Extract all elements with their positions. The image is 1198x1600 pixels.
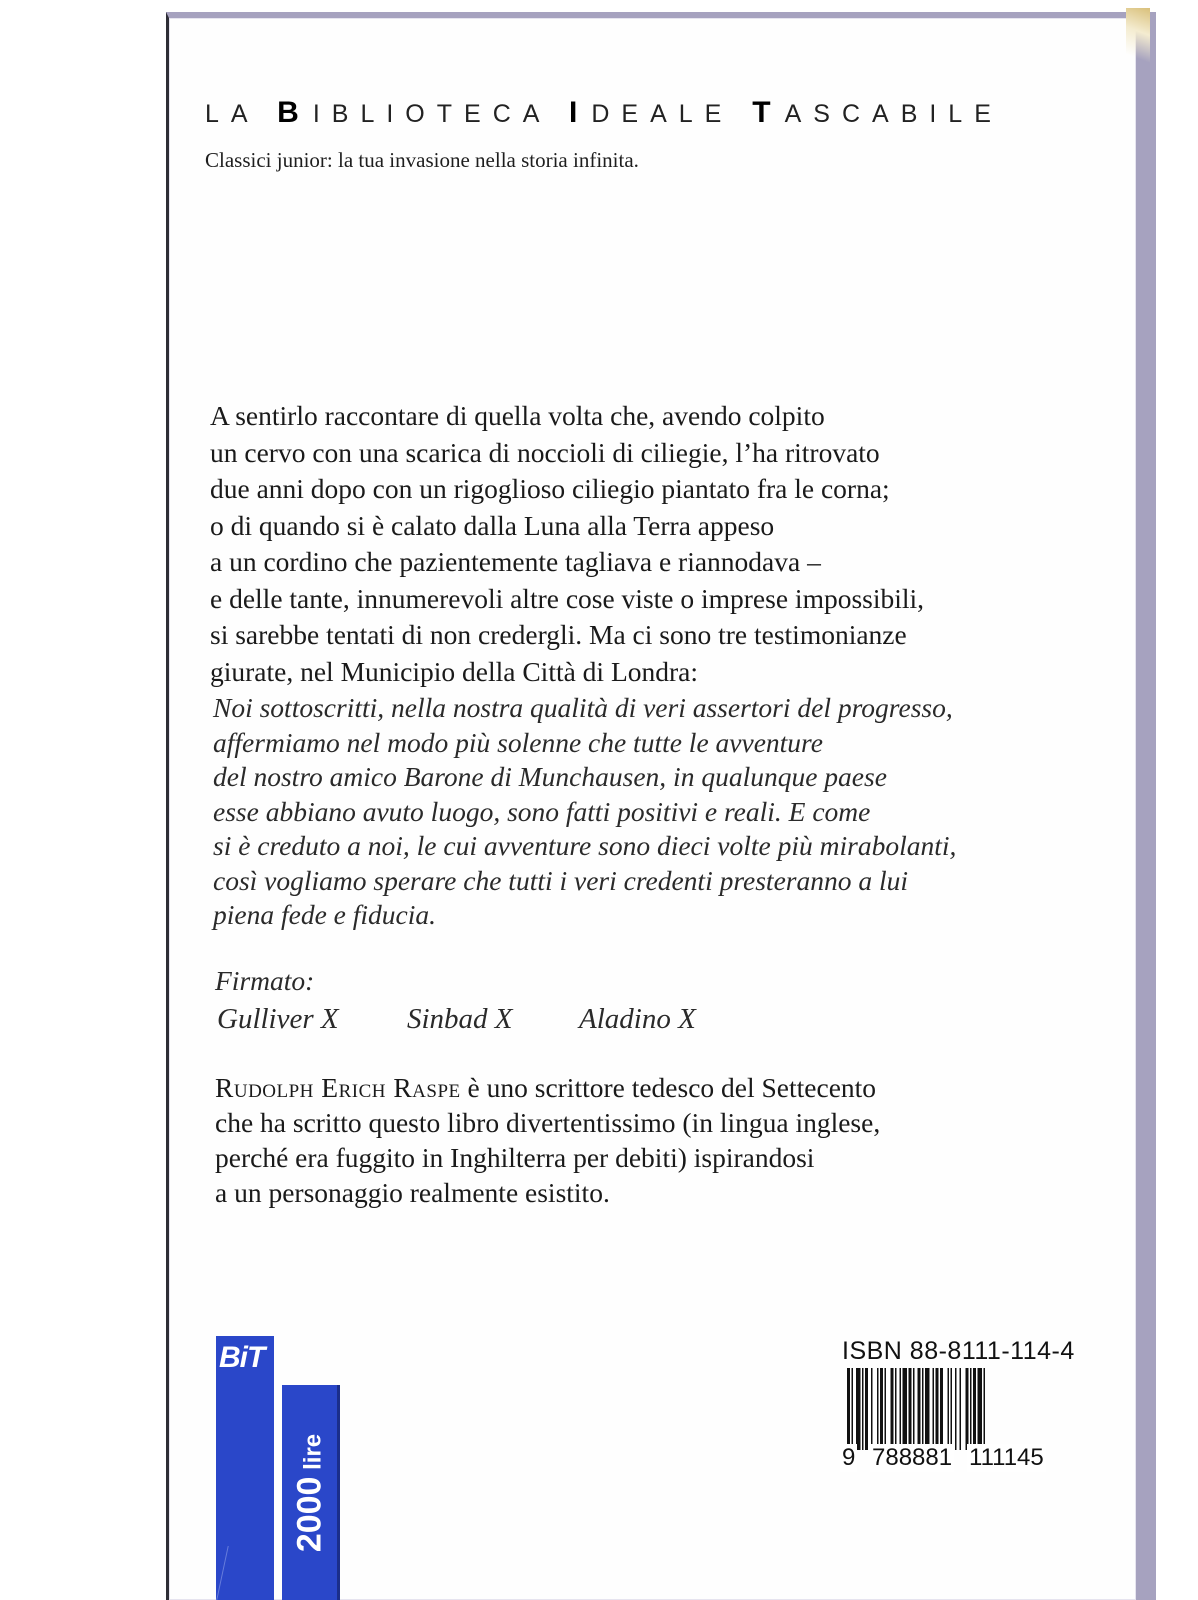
barcode-bar bbox=[871, 1368, 873, 1450]
author-line bbox=[215, 1070, 1115, 1105]
barcode-bar bbox=[877, 1368, 879, 1450]
author-line-rest: è uno scrittore tedesco del Settecento bbox=[460, 1072, 877, 1103]
barcode-bar bbox=[925, 1368, 930, 1450]
series-title-word-biblioteca: BIBLIOTECA bbox=[277, 96, 569, 129]
logo-wear-mark bbox=[216, 1546, 250, 1600]
author-name: Rudolph Erich Raspe bbox=[215, 1072, 461, 1103]
barcode-bar bbox=[948, 1368, 950, 1450]
signature-sinbad: Sinbad X bbox=[407, 1003, 513, 1035]
barcode-bar bbox=[955, 1368, 957, 1450]
testimony-line: esse abbiano avuto luogo, sono fatti positivi e reali. E come bbox=[213, 795, 871, 827]
price-value: 2000 bbox=[290, 1476, 328, 1552]
signature-gulliver: Gulliver X bbox=[217, 1003, 339, 1035]
barcode-bar bbox=[936, 1368, 939, 1450]
testimony-line: così vogliamo sperare che tutti i veri credenti presteranno a lui bbox=[213, 864, 909, 896]
isbn-label: ISBN 88-8111-114-4 bbox=[842, 1337, 1075, 1365]
barcode-digit-group: 788881 bbox=[872, 1444, 953, 1471]
publisher-logo bbox=[216, 1336, 274, 1600]
barcode-bar bbox=[973, 1368, 976, 1450]
series-title bbox=[205, 96, 1105, 130]
barcode-bar bbox=[951, 1368, 953, 1450]
series-tagline: Classici junior: la tua invasione nella storia infinita. bbox=[205, 148, 639, 172]
barcode-bar bbox=[903, 1368, 908, 1450]
description-line: un cervo con una scarica di noccioli di ciliegie, l’ha ritrovato bbox=[210, 436, 880, 468]
description-line: A sentirlo raccontare di quella volta che, avendo colpito bbox=[210, 400, 825, 431]
barcode-bar bbox=[913, 1368, 915, 1450]
barcode-bar bbox=[933, 1368, 935, 1450]
testimony-quote bbox=[213, 691, 1113, 933]
testimony-line: affermiamo nel modo più solenne che tutte le avventure bbox=[213, 726, 823, 758]
barcode-bar bbox=[856, 1368, 861, 1450]
barcode-bar bbox=[885, 1368, 887, 1450]
price-unit: lire bbox=[299, 1433, 326, 1477]
description-line: e delle tante, innumerevoli altre cose viste o imprese impossibili, bbox=[210, 582, 925, 614]
description-line: si sarebbe tentati di non credergli. Ma ci sono tre testimonianze bbox=[210, 619, 907, 650]
barcode-bar bbox=[909, 1368, 912, 1450]
signature-aladino: Aladino X bbox=[579, 1003, 696, 1035]
barcode-bar bbox=[895, 1368, 897, 1450]
author-line: perché era fuggito in Inghilterra per debiti) ispirandosi bbox=[215, 1142, 815, 1173]
price-tag bbox=[282, 1385, 340, 1600]
barcode-bar bbox=[970, 1368, 972, 1450]
signed-label: Firmato: bbox=[215, 965, 315, 996]
barcode-number bbox=[840, 1444, 1070, 1470]
barcode-bar bbox=[865, 1368, 868, 1450]
series-title-word-ideale: IDEALE bbox=[569, 96, 753, 129]
author-line: a un personaggio realmente esistito. bbox=[215, 1177, 610, 1208]
testimony-line: piena fede e fiducia. bbox=[213, 899, 436, 930]
description-line: o di quando si è calato dalla Luna alla Terra appeso bbox=[210, 509, 775, 541]
cover-corner-wear bbox=[1126, 8, 1150, 68]
barcode-digit-group: 111145 bbox=[969, 1444, 1044, 1471]
barcode-bar bbox=[922, 1368, 924, 1450]
barcode-bar bbox=[960, 1368, 962, 1450]
description-line: giurate, nel Municipio della Città di Londra: bbox=[210, 655, 699, 687]
testimony-line: Noi sottoscritti, nella nostra qualità di veri assertori del progresso, bbox=[213, 692, 953, 723]
publisher-logo-text: BiT bbox=[219, 1341, 265, 1374]
testimony-line: del nostro amico Barone di Munchausen, in qualunque paese bbox=[213, 761, 887, 792]
testimony-line: si è creduto a noi, le cui avventure sono dieci volte più mirabolanti, bbox=[213, 830, 957, 861]
barcode-bar bbox=[891, 1368, 894, 1450]
barcode-bar bbox=[862, 1368, 864, 1450]
description-line: due anni dopo con un rigoglioso ciliegio piantato fra le corna; bbox=[210, 473, 890, 504]
barcode-bar bbox=[966, 1368, 969, 1450]
barcode-bar bbox=[940, 1368, 943, 1450]
barcode-bar bbox=[900, 1368, 902, 1450]
barcode-digit-group: 9 bbox=[842, 1444, 856, 1471]
series-title-word-tascabile: TASCABILE bbox=[752, 96, 1003, 129]
series-title-word-la: LA bbox=[205, 100, 278, 128]
barcode-bar bbox=[880, 1368, 883, 1450]
description-line: a un cordino che pazientemente tagliava e riannodava – bbox=[210, 546, 821, 577]
author-line: che ha scritto questo libro divertentissimo (in lingua inglese, bbox=[215, 1107, 881, 1138]
price-label bbox=[290, 1433, 329, 1551]
author-paragraph bbox=[215, 1070, 1115, 1210]
description-paragraph bbox=[210, 398, 1110, 690]
